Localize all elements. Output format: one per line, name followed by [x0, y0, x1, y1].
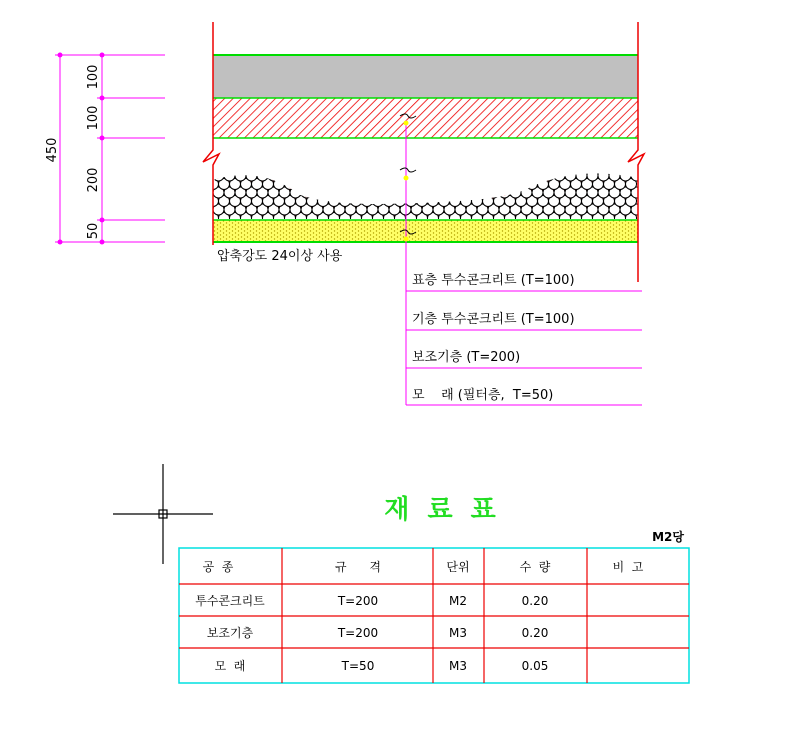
header-work-type: 공 종: [202, 560, 234, 574]
layer-label-subbase: 보조기층 (T=200): [412, 350, 521, 365]
sand-layer: [213, 220, 638, 242]
layer-label-base: 기층 투수콘크리트 (T=100): [412, 312, 575, 327]
header-quantity: 수 량: [519, 560, 551, 574]
unit-note: M2당: [652, 530, 684, 544]
dim-base-label: 100: [86, 105, 101, 131]
row1-quantity: 0.20: [521, 594, 549, 608]
materials-table: [179, 548, 689, 683]
base-layer: [213, 98, 638, 138]
materials-title: 재 료 표: [384, 495, 496, 525]
row2-work-type: 보조기층: [206, 626, 254, 640]
pavement-cross-section: [203, 22, 644, 405]
layer-label-sand: 모 래 (필터층, T=50): [412, 388, 554, 403]
crosshair-cursor-icon: [113, 464, 213, 564]
row3-quantity: 0.05: [521, 659, 549, 673]
header-remarks: 비 고: [612, 560, 644, 574]
dim-subbase-label: 200: [86, 167, 101, 193]
compressive-strength-note: 압축강도 24이상 사용: [217, 249, 343, 264]
layer-callouts: [406, 272, 642, 405]
header-unit: 단위: [446, 560, 470, 574]
row3-spec: T=50: [341, 659, 375, 673]
row3-work-type: 모 래: [214, 659, 246, 673]
surface-layer: [213, 55, 638, 98]
dim-surface-label: 100: [86, 64, 101, 90]
subbase-gravel-layer: [208, 161, 644, 223]
dimension-chain: [55, 53, 165, 245]
layer-label-surface: 표층 투수콘크리트 (T=100): [412, 273, 575, 288]
row2-spec: T=200: [337, 626, 379, 640]
dim-total-label: 450: [45, 137, 60, 163]
header-spec: 규 격: [334, 560, 382, 574]
row1-work-type: 투수콘크리트: [195, 594, 265, 608]
row3-unit: M3: [449, 659, 467, 673]
dim-sand-label: 50: [86, 222, 101, 240]
row1-spec: T=200: [337, 594, 379, 608]
row2-quantity: 0.20: [521, 626, 549, 640]
row2-unit: M3: [449, 626, 467, 640]
row1-unit: M2: [449, 594, 467, 608]
